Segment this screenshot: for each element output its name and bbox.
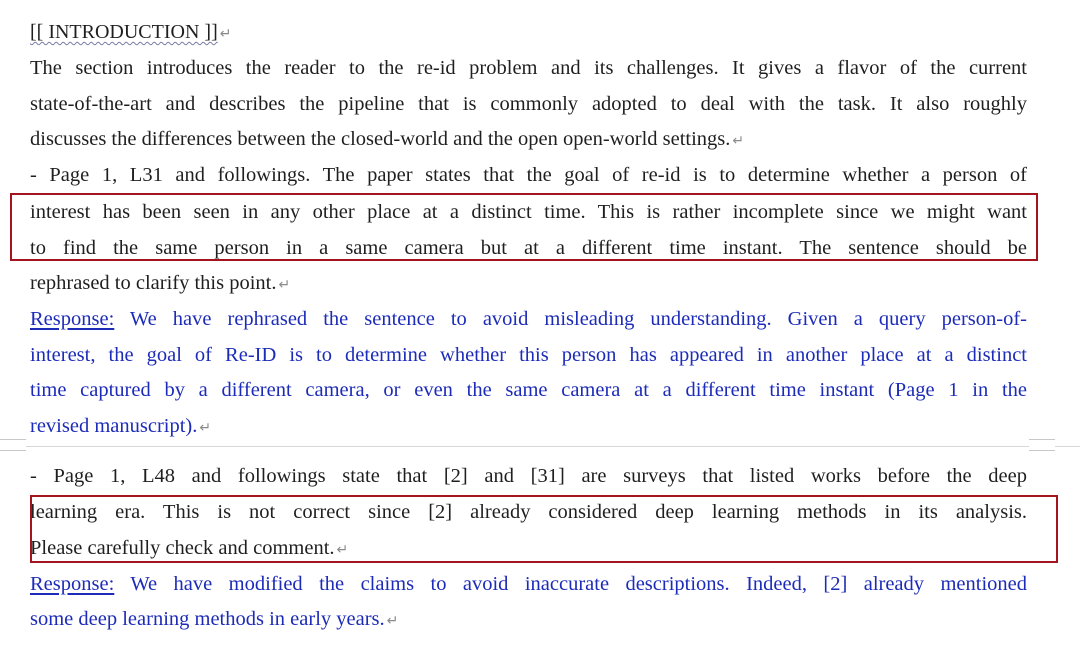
response-line-text: revised manuscript). [30,415,198,437]
paragraph-mark-icon: ↵ [278,277,291,293]
paragraph-mark-icon: ↵ [386,613,399,629]
comment-line: - Page 1, L31 and followings. The paper states that the goal of re-id is to determine whether a person of [30,164,1027,186]
intro-line: state-of-the-art and describes the pipeline that is commonly adopted to deal with the task. It also roughly [30,93,1027,115]
highlight-box [30,495,1058,563]
page-break-line [0,446,1080,447]
page-break-marker-icon [1029,439,1055,451]
comment-line: - Page 1, L48 and followings state that [2] and [31] are surveys that listed works before the deep [30,465,1027,487]
response-line: time captured by a different camera, or even the same camera at a different time instant (Page 1 in the [30,379,1027,401]
paragraph-mark-icon: ↵ [199,420,212,436]
response-line-text: We have rephrased the sentence to avoid misleading understanding. Given a query person-of- [114,308,1027,330]
comment-line: learning era. This is not correct since [2] already considered deep learning methods in its analysis. [30,501,1027,523]
paragraph-mark-icon: ↵ [219,26,232,42]
heading-title: [[ INTRODUCTION ]] [30,21,218,43]
response-line-text: some deep learning methods in early years. [30,608,385,630]
comment-line: interest has been seen in any other place at a distinct time. This is rather incomplete since we might want [30,201,1027,223]
page-break-marker-icon [0,439,26,451]
comment-line-text: Please carefully check and comment. [30,537,335,559]
comment-line: to find the same person in a same camera but at a different time instant. The sentence should be [30,237,1027,259]
intro-line-text: discusses the differences between the closed-world and the open open-world settings. [30,128,731,150]
response-label: Response: [30,308,115,330]
response-line: interest, the goal of Re-ID is to determine whether this person has appeared in another place at a distinct [30,344,1027,366]
section-heading [30,14,1027,50]
paragraph-mark-icon: ↵ [336,542,349,558]
response-line [30,408,1027,444]
intro-line: The section introduces the reader to the re-id problem and its challenges. It gives a flavor of the current [30,57,1027,79]
response-line [30,601,1027,637]
comment-line-text: rephrased to clarify this point. [30,272,277,294]
response-line [30,566,1027,602]
intro-line [30,121,1027,157]
comment-line [30,265,1027,301]
response-label: Response: [30,573,115,595]
response-line [30,301,1027,337]
response-line-text: We have modified the claims to avoid inaccurate descriptions. Indeed, [2] already mentioned [114,573,1027,595]
highlight-box [10,193,1038,261]
paragraph-mark-icon: ↵ [732,133,745,149]
